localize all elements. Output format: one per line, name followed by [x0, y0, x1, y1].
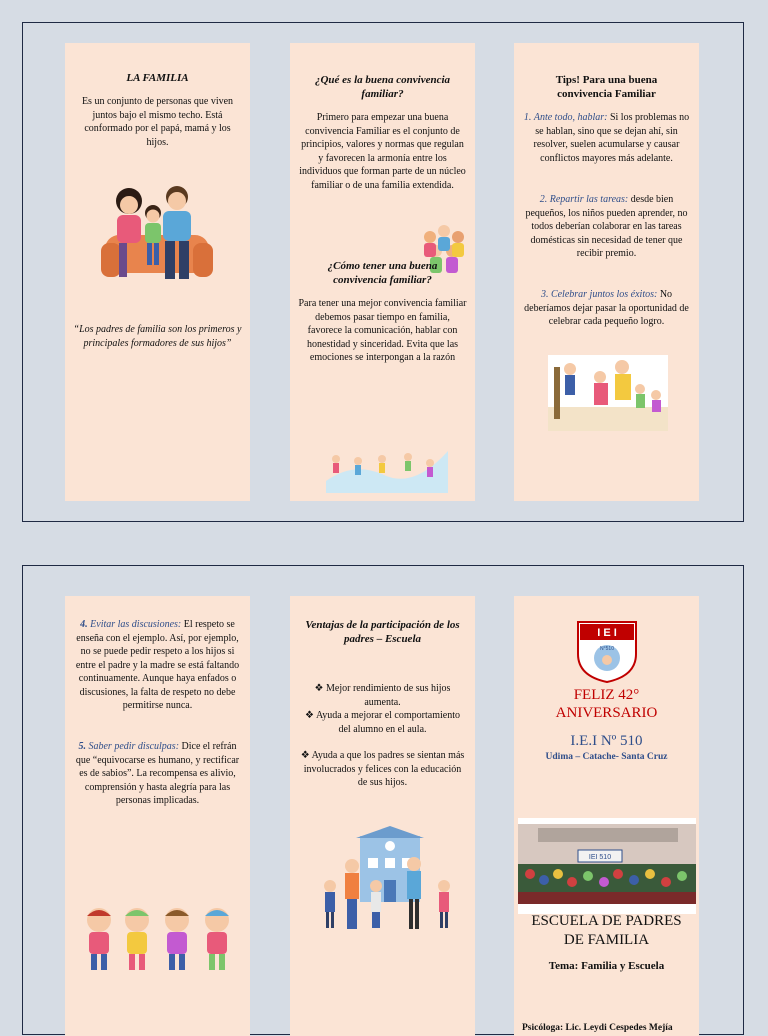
panel-title: Ventajas de la participación de los padres – Escuela [305, 619, 460, 645]
school-logo [576, 620, 638, 689]
tip-text: No deberíamos dejar pasar la oportunidad de celebrar cada pequeño logro. [524, 289, 689, 327]
panel-cover [514, 596, 699, 1036]
tip-text: Si los problemas no se hablan, sino que se dejan ahí, sin resolver, suelen acumularse y causar conflictos mayores más adelante. [533, 112, 690, 164]
school-name: I.E.I Nº 510 [570, 733, 643, 749]
benefit-text: Mejor rendimiento de sus hijos aumenta. [326, 683, 451, 708]
kids-holding-hands-illustration [81, 904, 237, 979]
tip-text: El respeto se enseña con el ejemplo. Así, por ejemplo, no se puede pedir respeto a los hijos si entre el padre y la madre se está faltando continuamente. Aunque haya enfados o discusiones, la falta de respeto no debe permitirse nunca. [75, 619, 240, 711]
tip-item [65, 740, 250, 808]
convivencia-tips: Para tener una mejor convivencia familiar debemos pasar tiempo en familia, favorece la comunicación, hablar con honestidad y sinceridad. Evita que las emociones se interpongan a la razón [298, 298, 467, 363]
children-playing-illustration [324, 441, 450, 498]
panel-ventajas [290, 596, 475, 1036]
benefit-item [290, 709, 475, 736]
family-chores-illustration [548, 355, 668, 436]
tip-heading: Evitar las discusiones: [90, 619, 182, 630]
brochure-sheet-back [22, 565, 744, 1035]
family-quote: “Los padres de familia son los primeros y principales formadores de sus hijos” [73, 324, 242, 349]
bullet-icon: ❖ [300, 750, 310, 761]
tip-number: 3. [540, 289, 549, 300]
convivencia-definition: Primero para empezar una buena convivencia Familiar es el conjunto de principios, valores y normas que regulan y favorecen la armonía entre los individuos que forman parte de un núcleo familiar o de una familia extendida. [299, 112, 466, 191]
panel-title: ¿Qué es la buena convivencia familiar? [314, 74, 451, 100]
tip-number: 2. [539, 194, 548, 205]
section-title: ¿Cómo tener una buena convivencia familiar? [327, 260, 438, 286]
tip-text: Dice el refrán que “equivocarse es humano, y rectificar es de sabios”. La recompensa es alivio, comprensión y hasta alegría para las personas implicadas. [75, 741, 240, 806]
tip-number: 1. [523, 112, 532, 123]
family-definition: Es un conjunto de personas que viven juntos bajo el mismo techo. Está conformado por el papá, mamá y los hijos. [81, 96, 234, 148]
tip-heading: Ante todo, hablar: [533, 112, 608, 123]
tip-heading: Celebrar juntos los éxitos: [550, 289, 658, 300]
brochure-sheet-front [22, 22, 744, 522]
family-illustration [101, 183, 216, 292]
panel-title: LA FAMILIA [126, 72, 189, 84]
benefit-text: Ayuda a mejorar el comportamiento del alumno en el aula. [315, 710, 460, 735]
benefit-item [290, 749, 475, 790]
benefit-item [290, 682, 475, 709]
tip-heading: Saber pedir disculpas: [88, 741, 180, 752]
theme: Tema: Familia y Escuela [548, 960, 665, 972]
benefit-text: Ayuda a que los padres se sientan más involucrados y felices con la educación de sus hijos. [303, 750, 465, 788]
logo-text: I E I [597, 627, 617, 639]
anniversary-title: FELIZ 42° ANIVERSARIO [555, 687, 658, 721]
tip-item [514, 111, 699, 165]
tip-heading: Repartir las tareas: [549, 194, 629, 205]
author: Psicóloga: Lic. Leydi Cespedes Mejía [522, 1023, 673, 1033]
panel-title: Tips! Para una buena convivencia Familiar [555, 74, 658, 100]
tip-text: desde bien pequeños, los niños pueden aprender, no todos deberían colaborar en las tareas domésticas sin necesidad de tener que recibir premio. [525, 194, 688, 259]
school-location: Udima – Catache- Santa Cruz [545, 752, 668, 762]
tip-number: 5. [78, 741, 86, 752]
panel-la-familia [65, 43, 250, 501]
school-group-photo [518, 818, 696, 919]
panel-more-tips [65, 596, 250, 1036]
bullet-icon: ❖ [314, 683, 324, 694]
event-title: ESCUELA DE PADRES DE FAMILIA [531, 913, 682, 948]
panel-convivencia [290, 43, 475, 501]
bullet-icon: ❖ [305, 710, 314, 721]
tip-item [514, 193, 699, 261]
panel-tips [514, 43, 699, 501]
tip-item [514, 288, 699, 329]
logo-small-text: N°510 [600, 646, 614, 652]
photo-banner-text: IEI 510 [588, 854, 612, 861]
school-family-illustration [320, 826, 460, 941]
tip-item [65, 618, 250, 713]
tip-number: 4. [80, 619, 88, 630]
